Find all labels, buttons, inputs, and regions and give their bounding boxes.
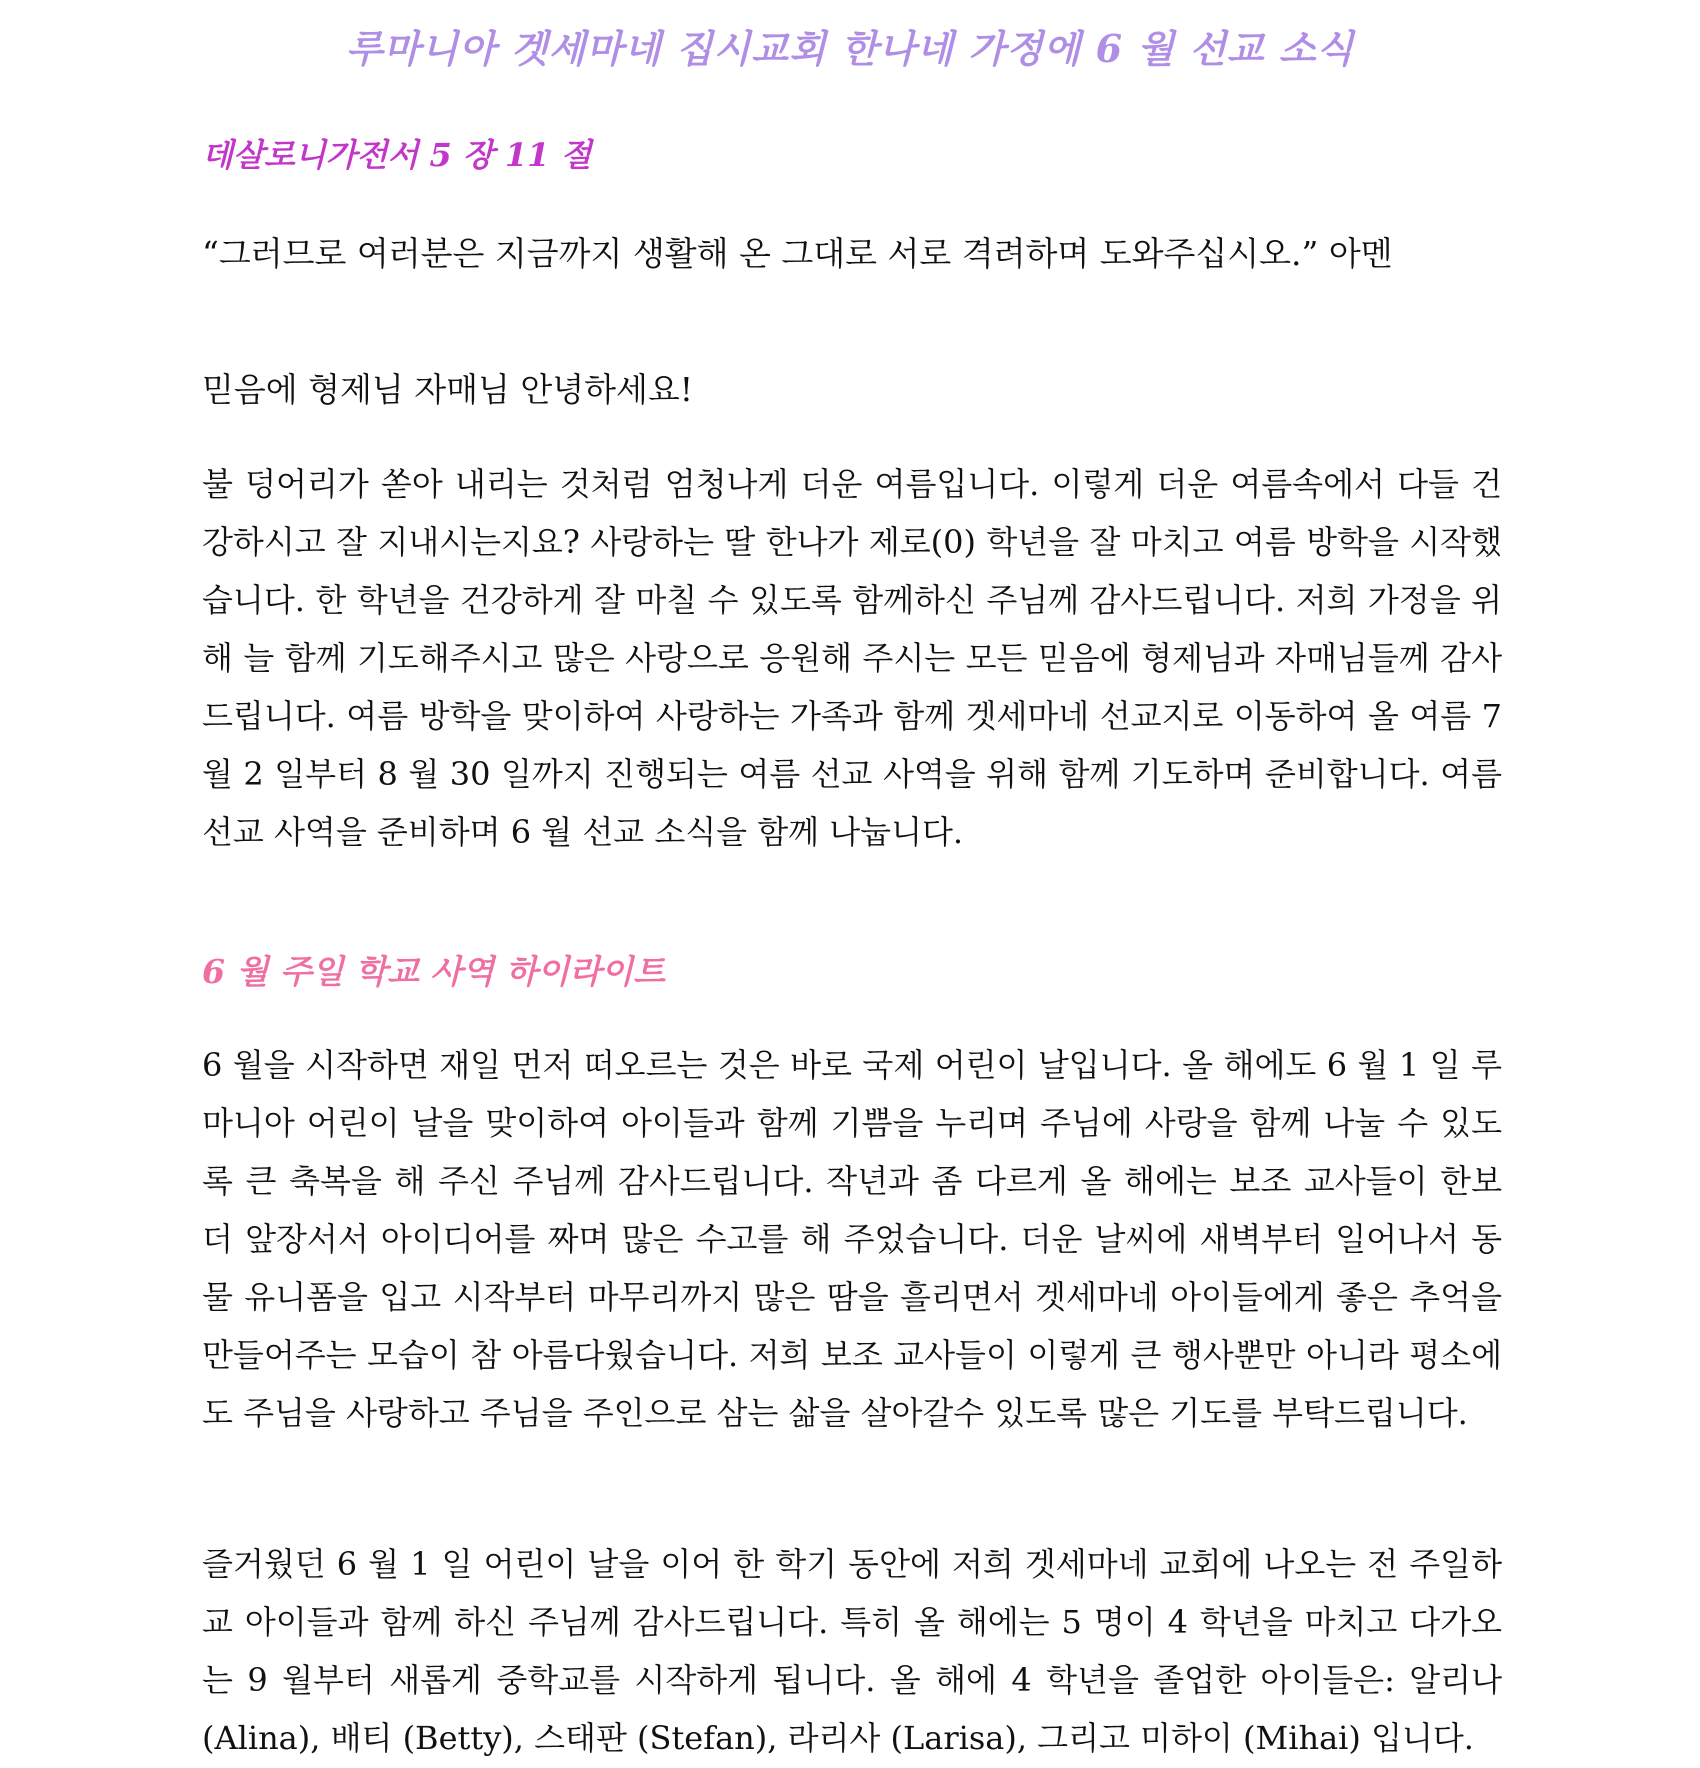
- section-heading: 6 월 주일 학교 사역 하이라이트: [202, 952, 665, 991]
- document-title: 루마니아 겟세마네 집시교회 한나네 가정에 6 월 선교 소식: [345, 26, 1355, 71]
- greeting-line: 믿음에 형제님 자매님 안녕하세요!: [202, 370, 694, 409]
- verse-reference: 데살로니가전서 5 장 11 절: [202, 136, 592, 174]
- paragraph-childrens-day: 6 월을 시작하면 재일 먼저 떠오르는 것은 바로 국제 어린이 날입니다. 올 해에도 6 월 1 일 루마니아 어린이 날을 맞이하여 아이들과 함께 기쁨을 누리며 주님에 사랑을 함께 나눌 수 있도록 큰 축복을 해 주신 주님께 감사드립니다. 작년과 좀 다르게 올 해에는 보조 교사들이 한보 더 앞장서서 아이디어를 짜며 많은 수고를 해 주었습니다. 더운 날씨에 새벽부터 일어나서 동물 유니폼을 입고 시작부터 마무리까지 많은 땀을 흘리면서 겟세마네 아이들에게 좋은 추억을 만들어주는 모습이 참 아름다웠습니다. 저희 보조 교사들이 이렇게 큰 행사뿐만 아니라 평소에도 주님을 사랑하고 주님을 주인으로 삼는 삶을 살아갈수 있도록 많은 기도를 부탁드립니다.: [202, 1046, 1502, 1432]
- verse-text: “그러므로 여러분은 지금까지 생활해 온 그대로 서로 격려하며 도와주십시오.” 아멘: [202, 234, 1393, 273]
- paragraph-graduates: 즐거웠던 6 월 1 일 어린이 날을 이어 한 학기 동안에 저희 겟세마네 교회에 나오는 전 주일하교 아이들과 함께 하신 주님께 감사드립니다. 특히 올 해에는 5 명이 4 학년을 마치고 다가오는 9 월부터 새롭게 중학교를 시작하게 됩니다. 올 해에 4 학년을 졸업한 아이들은: 알리나 (Alina), 배티 (Betty), 스태판 (Stefan), 라리사 (Larisa), 그리고 미하이 (Mihai) 입니다.: [202, 1545, 1502, 1757]
- paragraph-intro: 불 덩어리가 쏟아 내리는 것처럼 엄청나게 더운 여름입니다. 이렇게 더운 여름속에서 다들 건강하시고 잘 지내시는지요? 사랑하는 딸 한나가 제로(0) 학년을 잘 마치고 여름 방학을 시작했습니다. 한 학년을 건강하게 잘 마칠 수 있도록 함께하신 주님께 감사드립니다. 저희 가정을 위해 늘 함께 기도해주시고 많은 사랑으로 응원해 주시는 모든 믿음에 형제님과 자매님들께 감사드립니다. 여름 방학을 맞이하여 사랑하는 가족과 함께 겟세마네 선교지로 이동하여 올 여름 7 월 2 일부터 8 월 30 일까지 진행되는 여름 선교 사역을 위해 함께 기도하며 준비합니다. 여름 선교 사역을 준비하며 6 월 선교 소식을 함께 나눕니다.: [202, 465, 1502, 851]
